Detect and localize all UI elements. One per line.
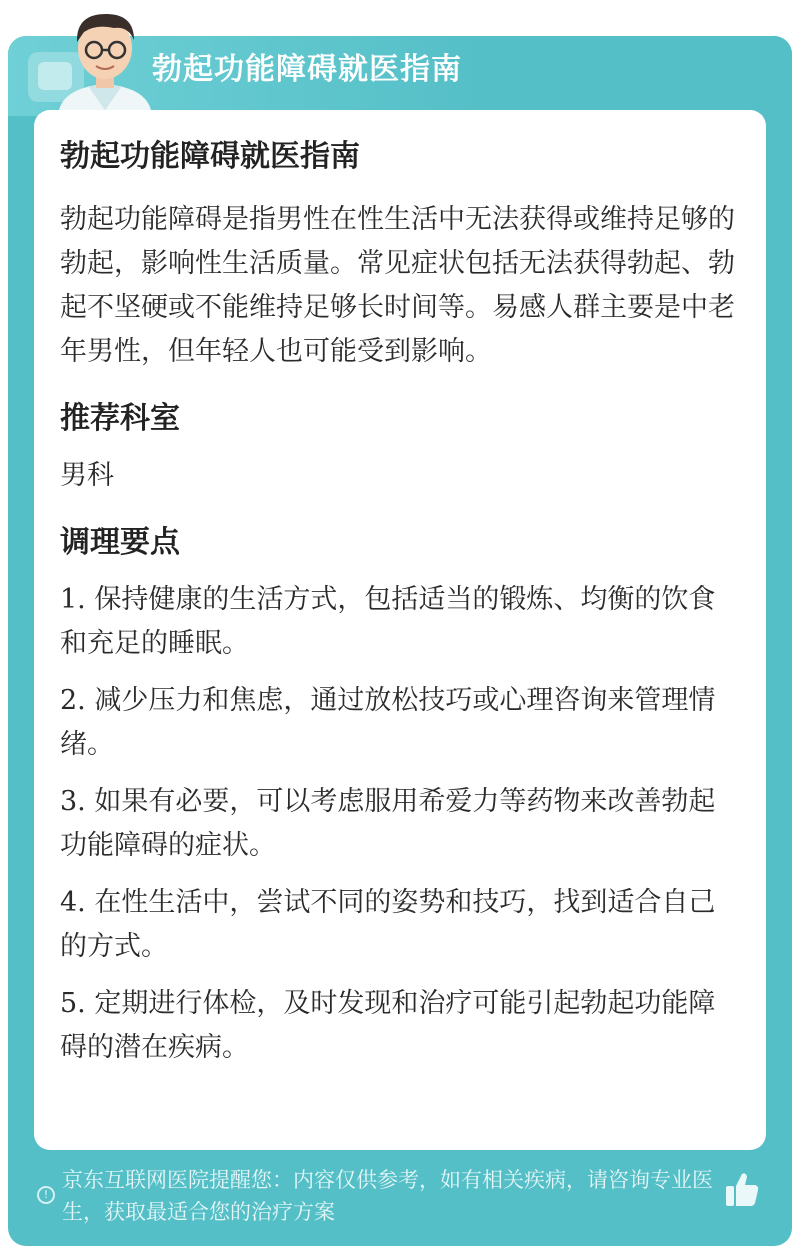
care-item-text: 在性生活中，尝试不同的姿势和技巧，找到适合自己的方式。 xyxy=(60,887,716,962)
care-item-text: 减少压力和焦虑，通过放松技巧或心理咨询来管理情绪。 xyxy=(60,685,716,760)
care-item-text: 定期进行体检，及时发现和治疗可能引起勃起功能障碍的潜在疾病。 xyxy=(60,988,716,1063)
care-item xyxy=(60,982,740,1070)
info-icon: ! xyxy=(37,1186,55,1204)
doctor-avatar xyxy=(40,6,170,116)
care-item-number: 1. xyxy=(60,584,86,615)
care-item xyxy=(60,780,740,868)
care-heading: 调理要点 xyxy=(60,525,180,560)
care-item-number: 5. xyxy=(60,988,86,1019)
header-title: 勃起功能障碍就医指南 xyxy=(152,52,462,87)
dept-value: 男科 xyxy=(60,460,114,491)
content-card xyxy=(34,110,766,1150)
care-item xyxy=(60,578,740,666)
care-item-text: 如果有必要，可以考虑服用希爱力等药物来改善勃起功能障碍的症状。 xyxy=(60,786,716,861)
article-intro: 勃起功能障碍是指男性在性生活中无法获得或维持足够的勃起，影响性生活质量。常见症状包括无法获得勃起、勃起不坚硬或不能维持足够长时间等。易感人群主要是中老年男性，但年轻人也可能受到影响。 xyxy=(60,204,735,367)
care-item-text: 保持健康的生活方式，包括适当的锻炼、均衡的饮食和充足的睡眠。 xyxy=(60,584,716,659)
care-item xyxy=(60,881,740,969)
article-title: 勃起功能障碍就医指南 xyxy=(60,139,360,174)
care-item xyxy=(60,679,740,767)
care-item-number: 4. xyxy=(60,887,86,918)
care-item-number: 3. xyxy=(60,786,86,817)
dept-heading: 推荐科室 xyxy=(60,401,180,436)
care-item-number: 2. xyxy=(60,685,86,716)
footer-disclaimer: 京东互联网医院提醒您：内容仅供参考，如有相关疾病，请咨询专业医生，获取最适合您的治疗方案 xyxy=(62,1168,713,1224)
thumbs-up-icon[interactable] xyxy=(724,1170,760,1208)
